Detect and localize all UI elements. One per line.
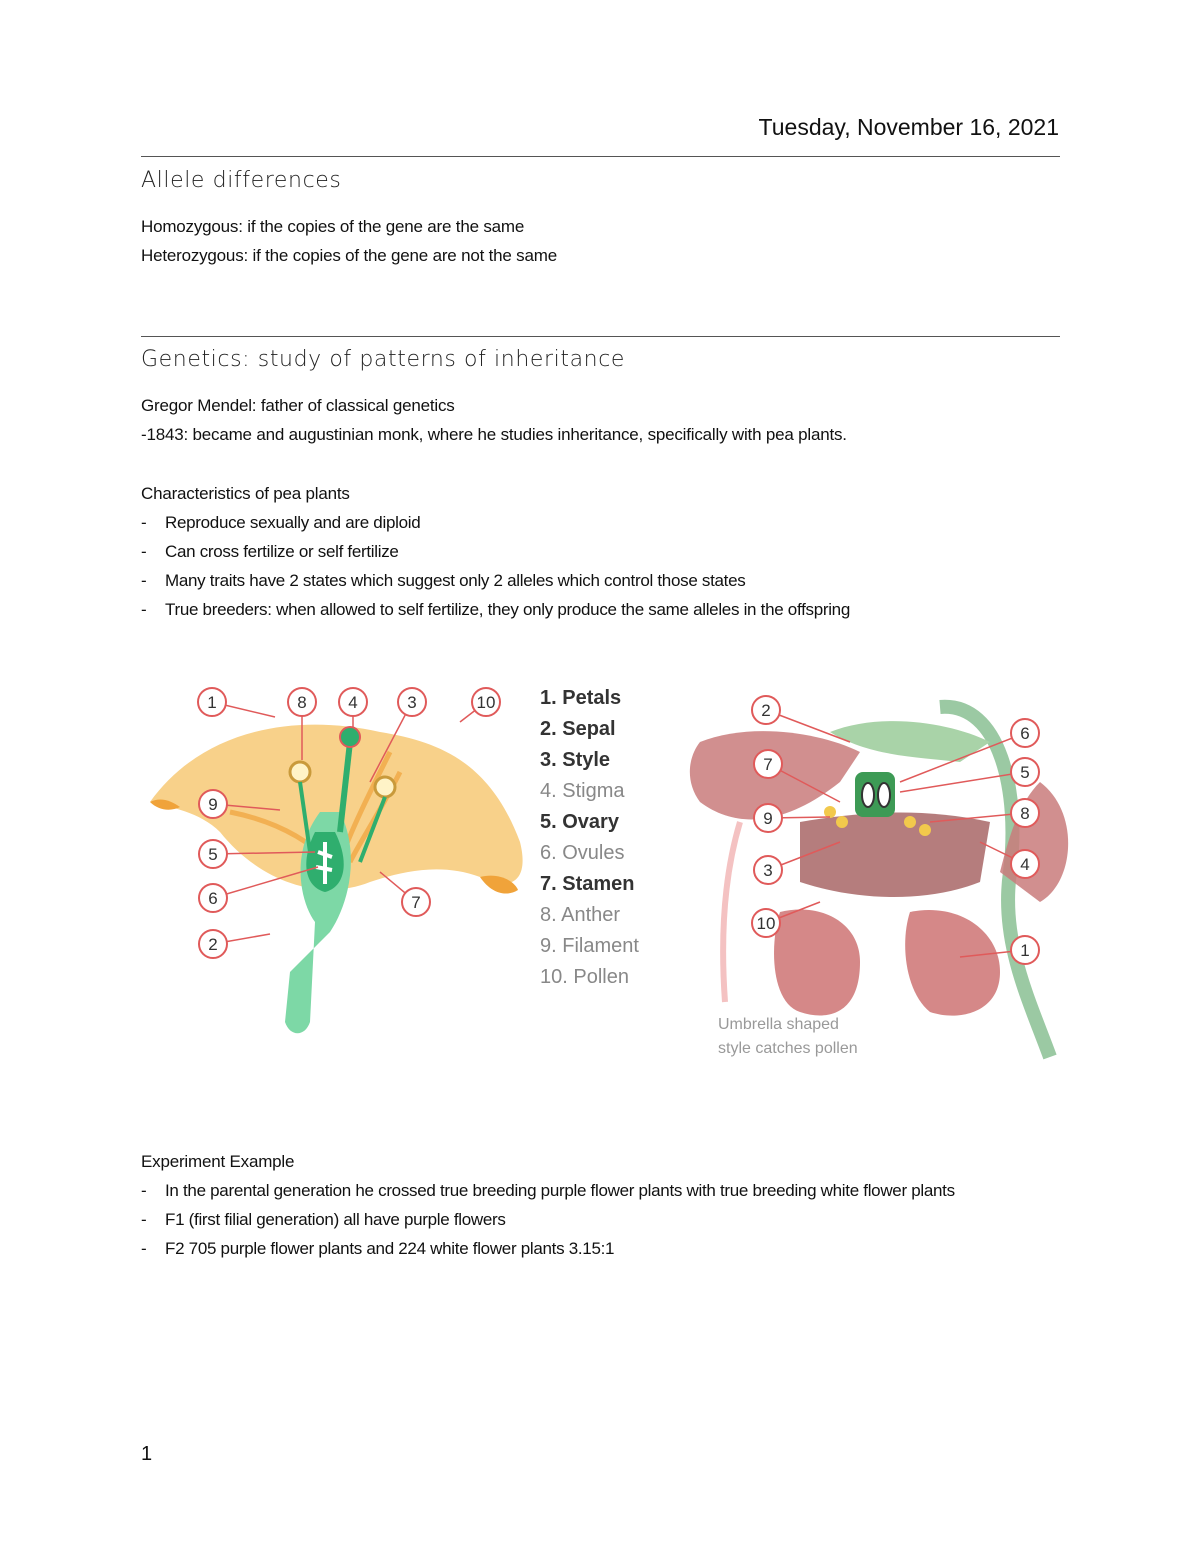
list-item: - F2 705 purple flower plants and 224 white flower plants 3.15:1 bbox=[141, 1239, 615, 1258]
list-item: - Reproduce sexually and are diploid bbox=[141, 513, 421, 532]
text-line: Gregor Mendel: father of classical genetics bbox=[141, 396, 455, 415]
callout-label: 8 bbox=[297, 693, 307, 712]
callout-label: 9 bbox=[208, 795, 218, 814]
legend-item: 7. Stamen bbox=[540, 873, 635, 895]
caption-line: Umbrella shaped bbox=[718, 1016, 839, 1033]
callout-label: 1 bbox=[207, 693, 217, 712]
text-line: Heterozygous: if the copies of the gene are not the same bbox=[141, 246, 557, 265]
legend-item: 4. Stigma bbox=[540, 780, 625, 802]
legend-item: 3. Style bbox=[540, 749, 611, 771]
list-title: Experiment Example bbox=[141, 1152, 295, 1171]
text-line: Homozygous: if the copies of the gene are the same bbox=[141, 217, 525, 236]
list-title: Characteristics of pea plants bbox=[141, 484, 350, 503]
section-heading-genetics: Genetics: study of patterns of inheritance bbox=[141, 347, 626, 372]
list-item: - Many traits have 2 states which suggest only 2 alleles which control those states bbox=[141, 571, 746, 590]
callout-label: 4 bbox=[348, 693, 358, 712]
figure-caption bbox=[718, 1013, 858, 1061]
callout-label: 1 bbox=[1020, 941, 1030, 960]
callout-label: 2 bbox=[761, 701, 771, 720]
callout-label: 4 bbox=[1020, 855, 1030, 874]
list-item: - True breeders: when allowed to self fertilize, they only produce the same alleles in the offspring bbox=[141, 600, 850, 619]
callout-label: 2 bbox=[208, 935, 218, 954]
list-item: - In the parental generation he crossed true breeding purple flower plants with true breeding white flower plants bbox=[141, 1181, 955, 1200]
caption-line: style catches pollen bbox=[718, 1040, 858, 1057]
section-heading-alleles: Allele differences bbox=[141, 168, 342, 193]
callout-label: 5 bbox=[208, 845, 218, 864]
page-date: Tuesday, November 16, 2021 bbox=[758, 114, 1059, 140]
text-line: -1843: became and augustinian monk, where he studies inheritance, specifically with pea plants. bbox=[141, 425, 847, 444]
callout-label: 5 bbox=[1020, 763, 1030, 782]
legend-item: 2. Sepal bbox=[540, 718, 616, 740]
callout-label: 10 bbox=[476, 693, 496, 712]
divider bbox=[141, 156, 1060, 157]
right-flower-illustration bbox=[690, 707, 1068, 1057]
callout-label: 7 bbox=[763, 755, 773, 774]
legend-item: 6. Ovules bbox=[540, 842, 625, 864]
legend-item: 9. Filament bbox=[540, 935, 639, 957]
legend-item: 10. Pollen bbox=[540, 966, 629, 988]
page-number: 1 bbox=[141, 1443, 153, 1465]
divider bbox=[141, 336, 1060, 337]
callout-label: 6 bbox=[1020, 724, 1030, 743]
list-item: - F1 (first filial generation) all have purple flowers bbox=[141, 1210, 506, 1229]
legend-item: 8. Anther bbox=[540, 904, 621, 926]
legend-item: 5. Ovary bbox=[540, 811, 619, 833]
left-flower-illustration bbox=[150, 725, 523, 1034]
callout-label: 6 bbox=[208, 889, 218, 908]
callout-label: 9 bbox=[763, 809, 773, 828]
figure-legend bbox=[540, 683, 639, 993]
callout-label: 8 bbox=[1020, 804, 1030, 823]
callout-label: 3 bbox=[763, 861, 773, 880]
callout-label: 3 bbox=[407, 693, 417, 712]
callout-label: 7 bbox=[411, 893, 421, 912]
legend-item: 1. Petals bbox=[540, 687, 622, 709]
list-item: - Can cross fertilize or self fertilize bbox=[141, 542, 399, 561]
callout-label: 10 bbox=[756, 914, 776, 933]
